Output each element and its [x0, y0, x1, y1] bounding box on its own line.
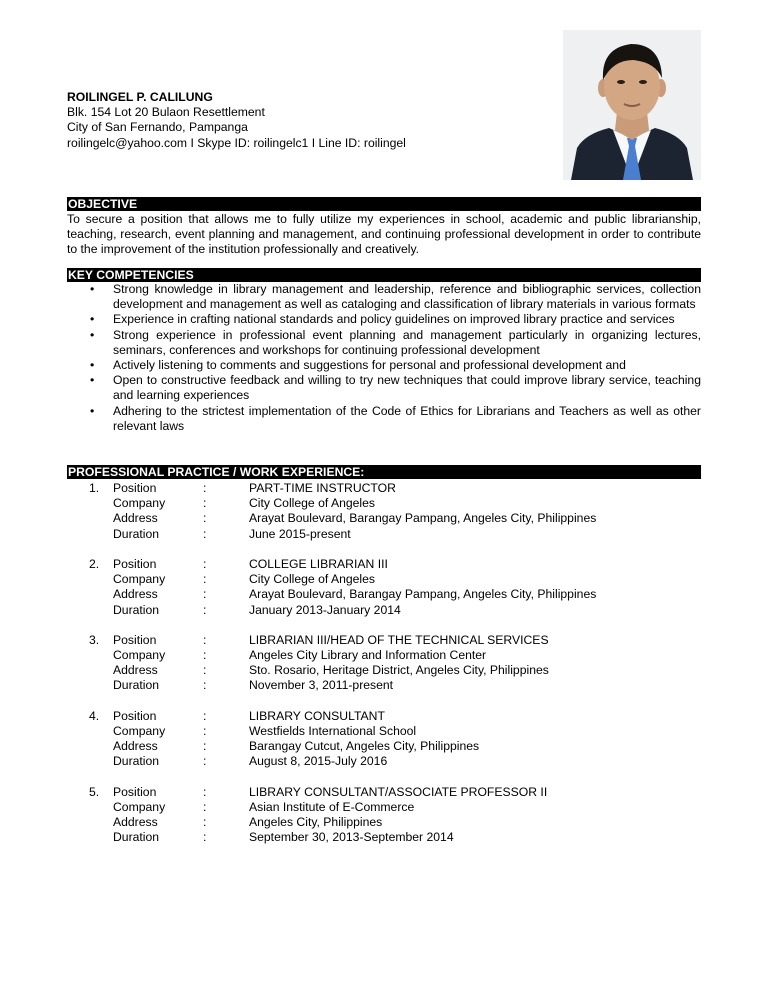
address-line-1: Blk. 154 Lot 20 Bulaon Resettlement: [67, 105, 265, 120]
contact-line: roilingelc@yahoo.com I Skype ID: roilingelc1 I Line ID: roilingel: [67, 135, 406, 150]
competency-text: Experience in crafting national standards and policy guidelines on improved library practice and services: [113, 312, 675, 327]
experience-list: [67, 481, 701, 861]
position-value: PART-TIME INSTRUCTOR: [249, 481, 396, 495]
competency-item: [67, 282, 701, 312]
job-number: 3.: [89, 632, 100, 647]
colon: :: [203, 632, 207, 647]
profile-photo: [563, 30, 701, 180]
colon: :: [203, 754, 207, 769]
objective-body: [67, 212, 701, 258]
duration-value: November 3, 2011-present: [249, 678, 394, 693]
bullet-icon: •: [90, 403, 95, 418]
competency-text: Strong experience in professional event planning and management particularly in organizing lectures, seminars, conferences and workshops for continuing professional development: [113, 327, 701, 357]
colon: :: [203, 587, 207, 602]
address-value: Arayat Boulevard, Barangay Pampang, Angeles City, Philippines: [249, 587, 597, 602]
colon: :: [203, 496, 207, 511]
address-label: Address: [113, 511, 158, 526]
competency-text: Adhering to the strictest implementation of the Code of Ethics for Librarians and Teachers as well as other relevant laws: [113, 403, 701, 433]
company-value: Angeles City Library and Information Center: [249, 648, 487, 663]
job-entry: [67, 557, 701, 618]
address-value: Barangay Cutcut, Angeles City, Philippines: [249, 739, 480, 754]
competency-item: [67, 328, 701, 358]
competency-item: [67, 358, 701, 373]
bullet-icon: •: [90, 358, 95, 373]
address-label: Address: [113, 815, 158, 830]
job-number: 5.: [89, 784, 100, 799]
objective-text: To secure a position that allows me to fully utilize my experiences in school, academic and public librarianship, teaching, research, event planning and management, and continuing professional development in order to contribute to the improvement of the institution professionally and creatively.: [67, 212, 701, 257]
colon: :: [203, 526, 207, 541]
position-label: Position: [113, 708, 157, 723]
position-value: LIBRARY CONSULTANT/ASSOCIATE PROFESSOR II: [249, 784, 548, 799]
competency-text: Strong knowledge in library management and leadership, reference and bibliographic services, collection development and management as well as cataloging and classification of library materials in various formats: [113, 282, 701, 312]
company-value: Westfields International School: [249, 724, 417, 738]
position-label: Position: [113, 784, 157, 799]
position-value: LIBRARY CONSULTANT: [249, 708, 385, 723]
colon: :: [203, 511, 207, 526]
profile-photo-image: [563, 30, 701, 180]
address-line-2: City of San Fernando, Pampanga: [67, 120, 248, 135]
address-label: Address: [113, 663, 158, 678]
duration-label: Duration: [113, 754, 160, 769]
bullet-icon: •: [90, 373, 95, 388]
colon: :: [203, 481, 207, 495]
colon: :: [203, 572, 207, 587]
job-entry: [67, 633, 701, 694]
colon: :: [203, 648, 207, 663]
duration-value: June 2015-present: [249, 526, 351, 541]
objective-heading: OBJECTIVE: [67, 197, 701, 211]
competency-text: Actively listening to comments and suggestions for personal and professional development and: [113, 358, 626, 373]
colon: :: [203, 724, 207, 738]
company-label: Company: [113, 724, 166, 738]
duration-value: January 2013-January 2014: [249, 602, 401, 617]
job-number: 4.: [89, 708, 100, 723]
address-value: Angeles City, Philippines: [249, 815, 383, 830]
competency-item: [67, 373, 701, 403]
bullet-icon: •: [90, 282, 95, 296]
competencies-heading: KEY COMPETENCIES: [67, 268, 701, 282]
colon: :: [203, 602, 207, 617]
colon: :: [203, 739, 207, 754]
company-value: City College of Angeles: [249, 572, 376, 587]
job-number: 1.: [89, 481, 100, 495]
duration-label: Duration: [113, 678, 160, 693]
position-value: COLLEGE LIBRARIAN III: [249, 556, 388, 571]
company-value: Asian Institute of E-Commerce: [249, 799, 415, 814]
competencies-list: [67, 282, 701, 434]
colon: :: [203, 784, 207, 799]
company-label: Company: [113, 572, 166, 587]
company-label: Company: [113, 496, 166, 511]
position-value: LIBRARIAN III/HEAD OF THE TECHNICAL SERVICES: [249, 632, 549, 647]
experience-heading: PROFESSIONAL PRACTICE / WORK EXPERIENCE:: [67, 465, 701, 479]
colon: :: [203, 815, 207, 830]
address-label: Address: [113, 739, 158, 754]
competency-text: Open to constructive feedback and willing to try new techniques that could improve library service, teaching and learning experiences: [113, 373, 701, 403]
job-number: 2.: [89, 556, 100, 571]
company-value: City College of Angeles: [249, 496, 376, 511]
duration-value: August 8, 2015-July 2016: [249, 754, 388, 769]
job-entry: [67, 709, 701, 770]
bullet-icon: •: [90, 312, 95, 327]
colon: :: [203, 678, 207, 693]
address-label: Address: [113, 587, 158, 602]
duration-label: Duration: [113, 602, 160, 617]
address-value: Sto. Rosario, Heritage District, Angeles City, Philippines: [249, 663, 549, 678]
colon: :: [203, 830, 207, 845]
competency-item: [67, 404, 701, 434]
competency-item: [67, 312, 701, 327]
company-label: Company: [113, 799, 166, 814]
position-label: Position: [113, 556, 157, 571]
applicant-name: ROILINGEL P. CALILUNG: [67, 90, 213, 104]
address-value: Arayat Boulevard, Barangay Pampang, Angeles City, Philippines: [249, 511, 597, 526]
job-entry: [67, 785, 701, 846]
job-entry: [67, 481, 701, 542]
colon: :: [203, 556, 207, 571]
colon: :: [203, 799, 207, 814]
colon: :: [203, 708, 207, 723]
duration-label: Duration: [113, 526, 160, 541]
bullet-icon: •: [90, 327, 95, 342]
position-label: Position: [113, 632, 157, 647]
colon: :: [203, 663, 207, 678]
company-label: Company: [113, 648, 166, 663]
duration-value: September 30, 2013-September 2014: [249, 830, 454, 845]
contact-header: [67, 90, 547, 151]
duration-label: Duration: [113, 830, 160, 845]
position-label: Position: [113, 481, 157, 495]
